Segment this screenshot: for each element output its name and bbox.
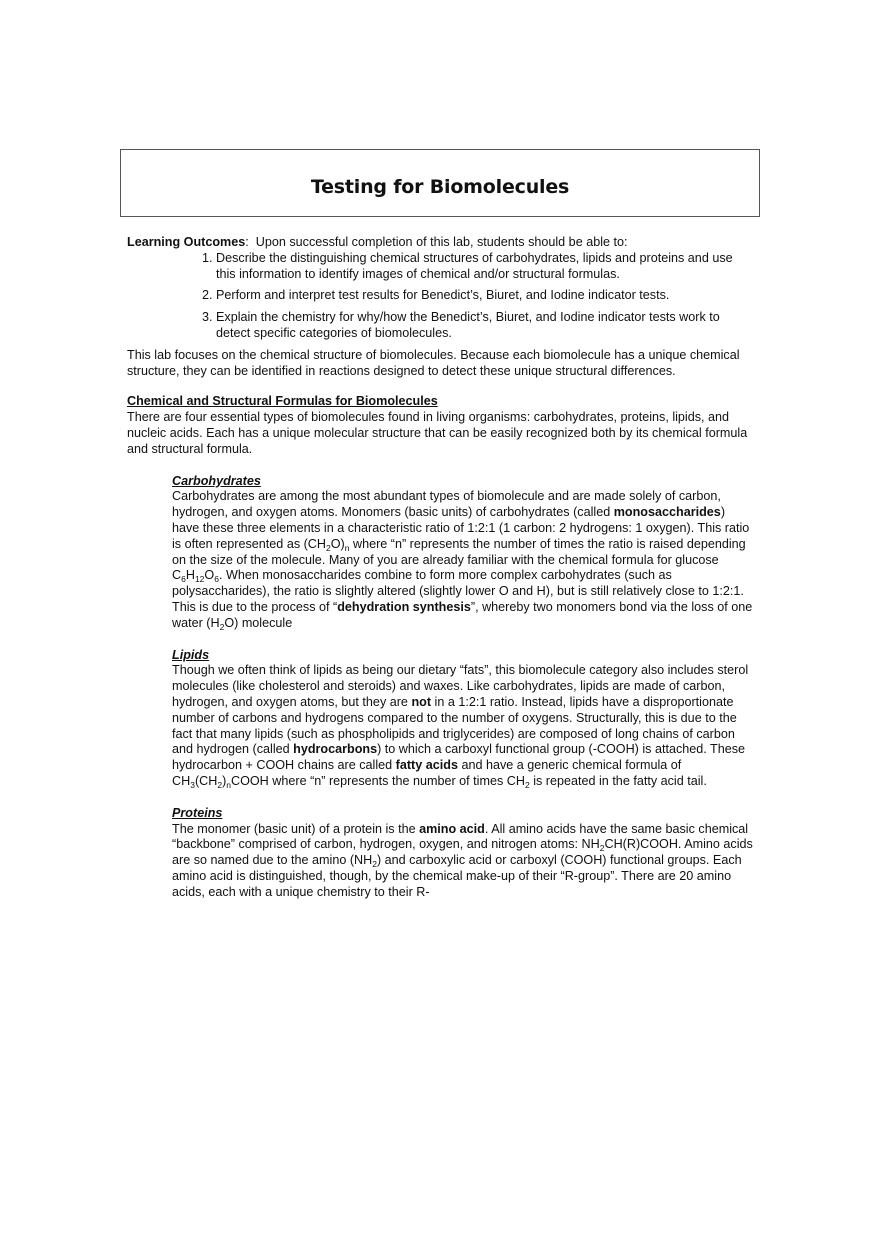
carbohydrates-section: [172, 474, 755, 632]
learning-outcomes-label: Learning Outcomes: [127, 235, 246, 249]
section-body: There are four essential types of biomolecules found in living organisms: carbohydrates, proteins, lipids, and nucleic acids. Each has a unique molecular structure that can be easily recognized both by its chemical formula and structural formula.: [127, 410, 748, 456]
page-title: Testing for Biomolecules: [310, 176, 570, 198]
intro-paragraph: This lab focuses on the chemical structure of biomolecules. Because each biomolecule has a unique chemical structure, they can be identified in reactions designed to detect these unique structural differences.: [127, 347, 740, 378]
learning-outcomes-list: [127, 251, 755, 342]
list-item: 3. Explain the chemistry for why/how the Benedict’s, Biuret, and Iodine indicator tests work to detect specific categories of biomolecules.: [216, 310, 755, 342]
proteins-body: The monomer (basic unit) of a protein is the amino acid. All amino acids have the same basic chemical “backbone” comprised of carbon, hydrogen, oxygen, and nitrogen atoms: $NH_2CH(R)COOH$. Amino acids are so named due to the amino $(NH_2)$ and carboxylic acid or carboxyl (COOH) functional groups. Each amino acid is distinguished, though, by the chemical make-up of their “R-group”. There are 20 amino acids, each with a unique chemistry to their R-: [172, 821, 753, 899]
carbohydrates-heading: Carbohydrates: [172, 473, 261, 488]
proteins-heading: Proteins: [172, 805, 223, 820]
lipids-body: Though we often think of lipids as being our dietary “fats”, this biomolecule category also includes sterol molecules (like cholesterol and steroids) and waxes. Like carbohydrates, lipids are made of carbon, hydrogen, and oxygen atoms, but they are not in a 1:2:1 ratio. Instead, lipids have a disproportionate number of carbons and hydrogens compared to the number of oxygens. Structurally, this is due to the fact that many lipids (such as phospholipids and triglycerides) are composed of long chains of carbon and hydrogen (called hydrocarbons) to which a carboxyl functional group (-COOH) is attached. These hydrocarbon + COOH chains are called fatty acids and have a generic chemical formula of $CH_3(CH_2)_nCOOH$ where “n” represents the number of times $CH_2$ is repeated in the fatty acid tail.: [172, 663, 749, 790]
list-item: 1. Describe the distinguishing chemical structures of carbohydrates, lipids and proteins and use this information to identify images of chemical and/or structural formulas.: [216, 251, 755, 283]
carbohydrates-body: Carbohydrates are among the most abundant types of biomolecule and are made solely of carbon, hydrogen, and oxygen atoms. Monomers (basic units) of carbohydrates (called monosaccharides) have these three elements in a characteristic ratio of 1:2:1 (1 carbon: 2 hydrogens: 1 oxygen). This ratio is often represented as $(CH_2O)_n$ where “n” represents the number of times the ratio is raised depending on the size of the molecule. Many of you are already familiar with the chemical formula for glucose $C_6H_{12}O_6$. When monosaccharides combine to form more complex carbohydrates (such as polysaccharides), the ratio is slightly altered (slightly lower O and H), but is still relatively close to 1:2:1. This is due to the process of “dehydration synthesis”, whereby two monomers bond via the loss of one water $(H_2O)$ molecule: [172, 489, 753, 632]
proteins-section: [172, 806, 755, 901]
section-heading: Chemical and Structural Formulas for Biomolecules: [127, 394, 438, 409]
learning-outcomes-text: Upon successful completion of this lab, students should be able to:: [255, 235, 628, 249]
lipids-section: [172, 648, 755, 790]
learning-outcomes-intro: Learning Outcomes: Upon successful completion of this lab, students should be able to:: [127, 235, 628, 249]
lipids-heading: Lipids: [172, 647, 210, 662]
title-box: [120, 149, 760, 217]
document-body: [127, 235, 755, 900]
list-item: 2. Perform and interpret test results for Benedict’s, Biuret, and Iodine indicator tests.: [216, 288, 755, 304]
